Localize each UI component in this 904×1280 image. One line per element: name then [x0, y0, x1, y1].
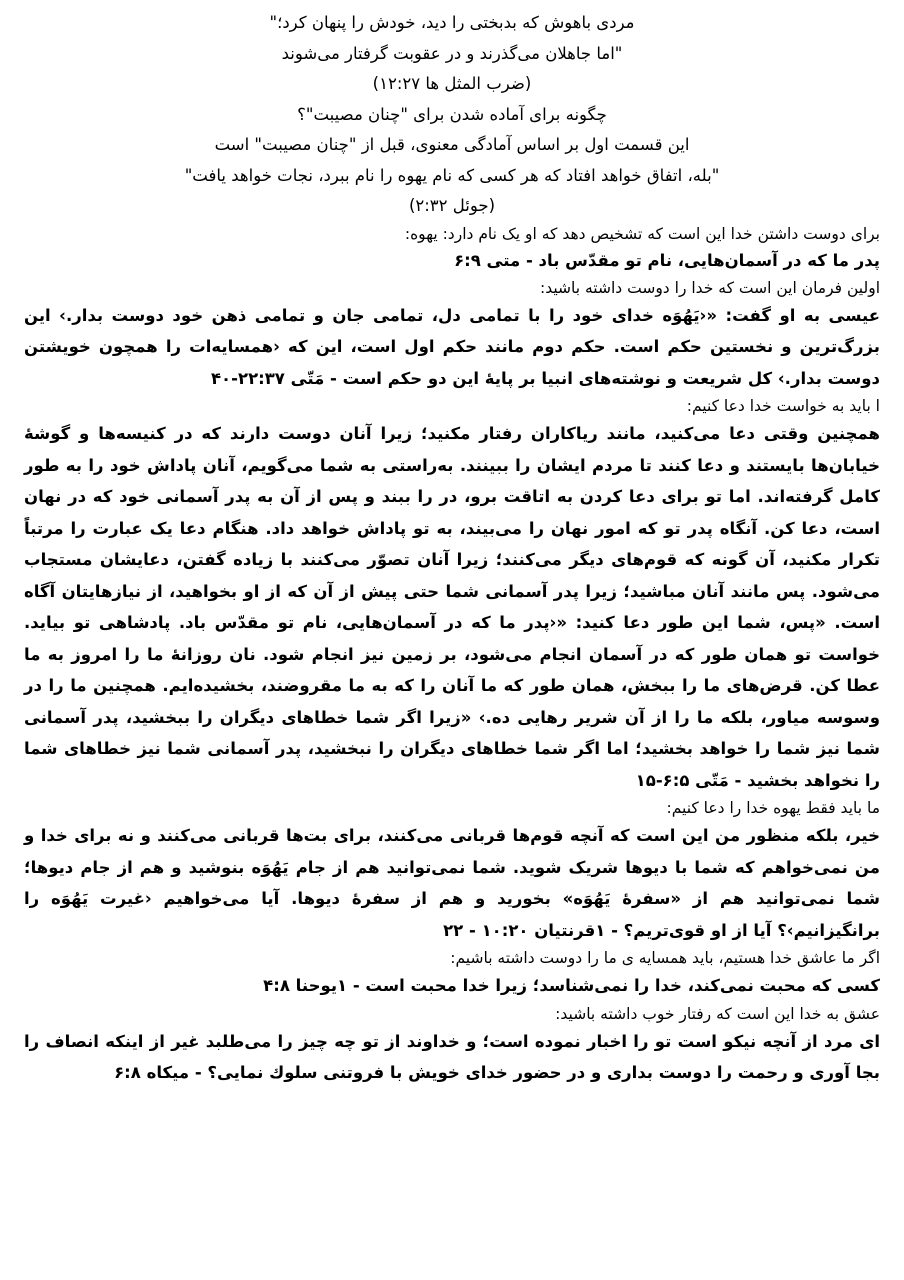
- section-label: برای دوست داشتن خدا این است که تشخیص دهد که او یک نام دارد: یهوه:: [404, 224, 880, 243]
- section-first-commandment: [24, 276, 880, 395]
- section-pray-only-yahweh: [24, 796, 880, 946]
- intro-line: مردی باهوش که بدبختی را دید، خودش را پنهان کرد؛": [269, 13, 635, 32]
- section-good-conduct: [24, 1002, 880, 1089]
- intro-line: این قسمت اول بر اساس آمادگی معنوی، قبل از "چنان مصیبت" است: [214, 135, 690, 154]
- section-verse: همچنین وقتی دعا می‌کنید، مانند ریاکاران رفتار مکنید؛ زیرا آنان دوست دارند که در کنیسه‌ها و گوشهٔ خیابان‌ها بایستند و دعا کنند تا مردم ایشان را ببینند. به‌راستی به شما می‌گویم، آنان پاداش خود را به طور کامل گرفته‌اند. اما تو برای دعا کردن به اتاقت برو، در را ببند و پس از آن به پدر آسمانی خود که در نهان است، دعا کن. آنگاه پدر تو که امور نهان را می‌بیند، به تو پاداش خواهد داد. هنگام دعا یک عبارت را مرتباً تکرار مکنید، آن گونه که قوم‌های دیگر می‌کنند؛ زیرا آنان تصوّر می‌کنند با زیاده گفتن، دعایشان مستجاب می‌شود. پس مانند آنان مباشید؛ زیرا پدر آسمانی شما حتی پیش از آن که از او بخواهید، از نیازهایتان آگاه است. «پس، شما این طور دعا کنید: «‹پدر ما که در آسمان‌هایی، نام تو مقدّس باد. پادشاهی تو بیاید. خواست تو همان طور که در آسمان انجام می‌شود، بر زمین نیز انجام شود. نان روزانهٔ ما را امروز به ما عطا کن. قرض‌های ما را ببخش، همان طور که ما آنان را که به ما مقروضند، بخشیده‌ایم. همچنین ما را در وسوسه میاور، بلکه ما را از آن شریر رهایی ده.› «زیرا اگر شما خطاهای دیگران را ببخشید، پدر آسمانی شما نیز شما را خواهد بخشید؛ اما اگر شما خطاهای دیگران را نبخشید، پدر آسمانی شما نیز خطاهای شما را نخواهد بخشید - مَتّی ۶:۵-۱۵: [24, 424, 880, 790]
- intro-line: "بله، اتفاق خواهد افتاد که هر کسی که نام یهوه را نام ببرد، نجات خواهد یافت": [184, 165, 720, 185]
- section-label: اگر ما عاشق خدا هستیم، باید همسایه ی ما را دوست داشته باشیم:: [450, 949, 880, 967]
- section-pray-gods-will: [24, 394, 880, 796]
- intro-line: "اما جاهلان می‌گذرند و در عقوبت گرفتار می‌شوند: [281, 43, 623, 63]
- section-label: اولین فرمان این است که خدا را دوست داشته باشید:: [540, 278, 880, 297]
- proverbs-citation: (ضرب المثل ها ۱۲:۲۷): [372, 74, 532, 93]
- section-verse: خیر، بلکه منظور من این است که آنچه قوم‌ها قربانی می‌کنند، برای بت‌ها قربانی می‌کنند و نه برای خدا و من نمی‌خواهم که شما با دیوها شریک شوید. شما نمی‌توانید هم از جام یَهُوَه بنوشید و هم از جام دیوها؛ شما نمی‌توانید هم از «سفرهٔ یَهُوَه» بخورید و هم از سفرهٔ دیوها. آیا می‌خواهیم ‹غیرت یَهُوَه را برانگیزانیم›؟ آیا از او قوی‌تریم؟ - ۱قرنتیان ۱۰:۲۰ - ۲۲: [24, 826, 880, 940]
- intro-block: [24, 8, 880, 222]
- section-label: ا باید به خواست خدا دعا کنیم:: [686, 397, 880, 415]
- intro-question: چگونه برای آماده شدن برای "چنان مصیبت"؟: [297, 104, 607, 124]
- section-verse: ای مرد از آنچه نیکو است تو را اخبار نموده است؛ و خداوند از تو چه چیز را می‌طلبد غیر از اینکه انصاف را بجا آوری و رحمت را دوست بداری و در حضور خدای خویش با فروتنی سلوك نمایی؟ - میکاه ۶:۸: [24, 1031, 880, 1082]
- section-label: ما باید فقط یهوه خدا را دعا کنیم:: [666, 799, 880, 817]
- joel-citation: (جوئل ۲:۳۲): [408, 196, 496, 215]
- section-verse: عیسی به او گفت: «‹یَهُوَه خدای خود را با تمامی دل، تمامی جان و تمامی ذهن خود دوست بدار.› این بزرگ‌ترین و نخستین حکم است. حکم دوم مانند حکم اول است، این که ‹همسایه‌ات را همچون خویشتن دوست بدار.› کل شریعت و نوشته‌های انبیا بر پایهٔ این دو حکم است - مَتّی ۲۲:۳۷-۴۰: [24, 305, 880, 388]
- section-verse: کسی که محبت نمی‌کند، خدا را نمی‌شناسد؛ زیرا خدا محبت است - ۱یوحنا ۴:۸: [263, 976, 880, 995]
- section-verse: پدر ما که در آسمان‌هایی، نام تو مقدّس باد - متی ۶:۹: [454, 250, 880, 270]
- section-name-of-god: [24, 222, 880, 276]
- section-label: عشق به خدا این است که رفتار خوب داشته باشید:: [555, 1004, 880, 1023]
- section-love-neighbor: [24, 946, 880, 1002]
